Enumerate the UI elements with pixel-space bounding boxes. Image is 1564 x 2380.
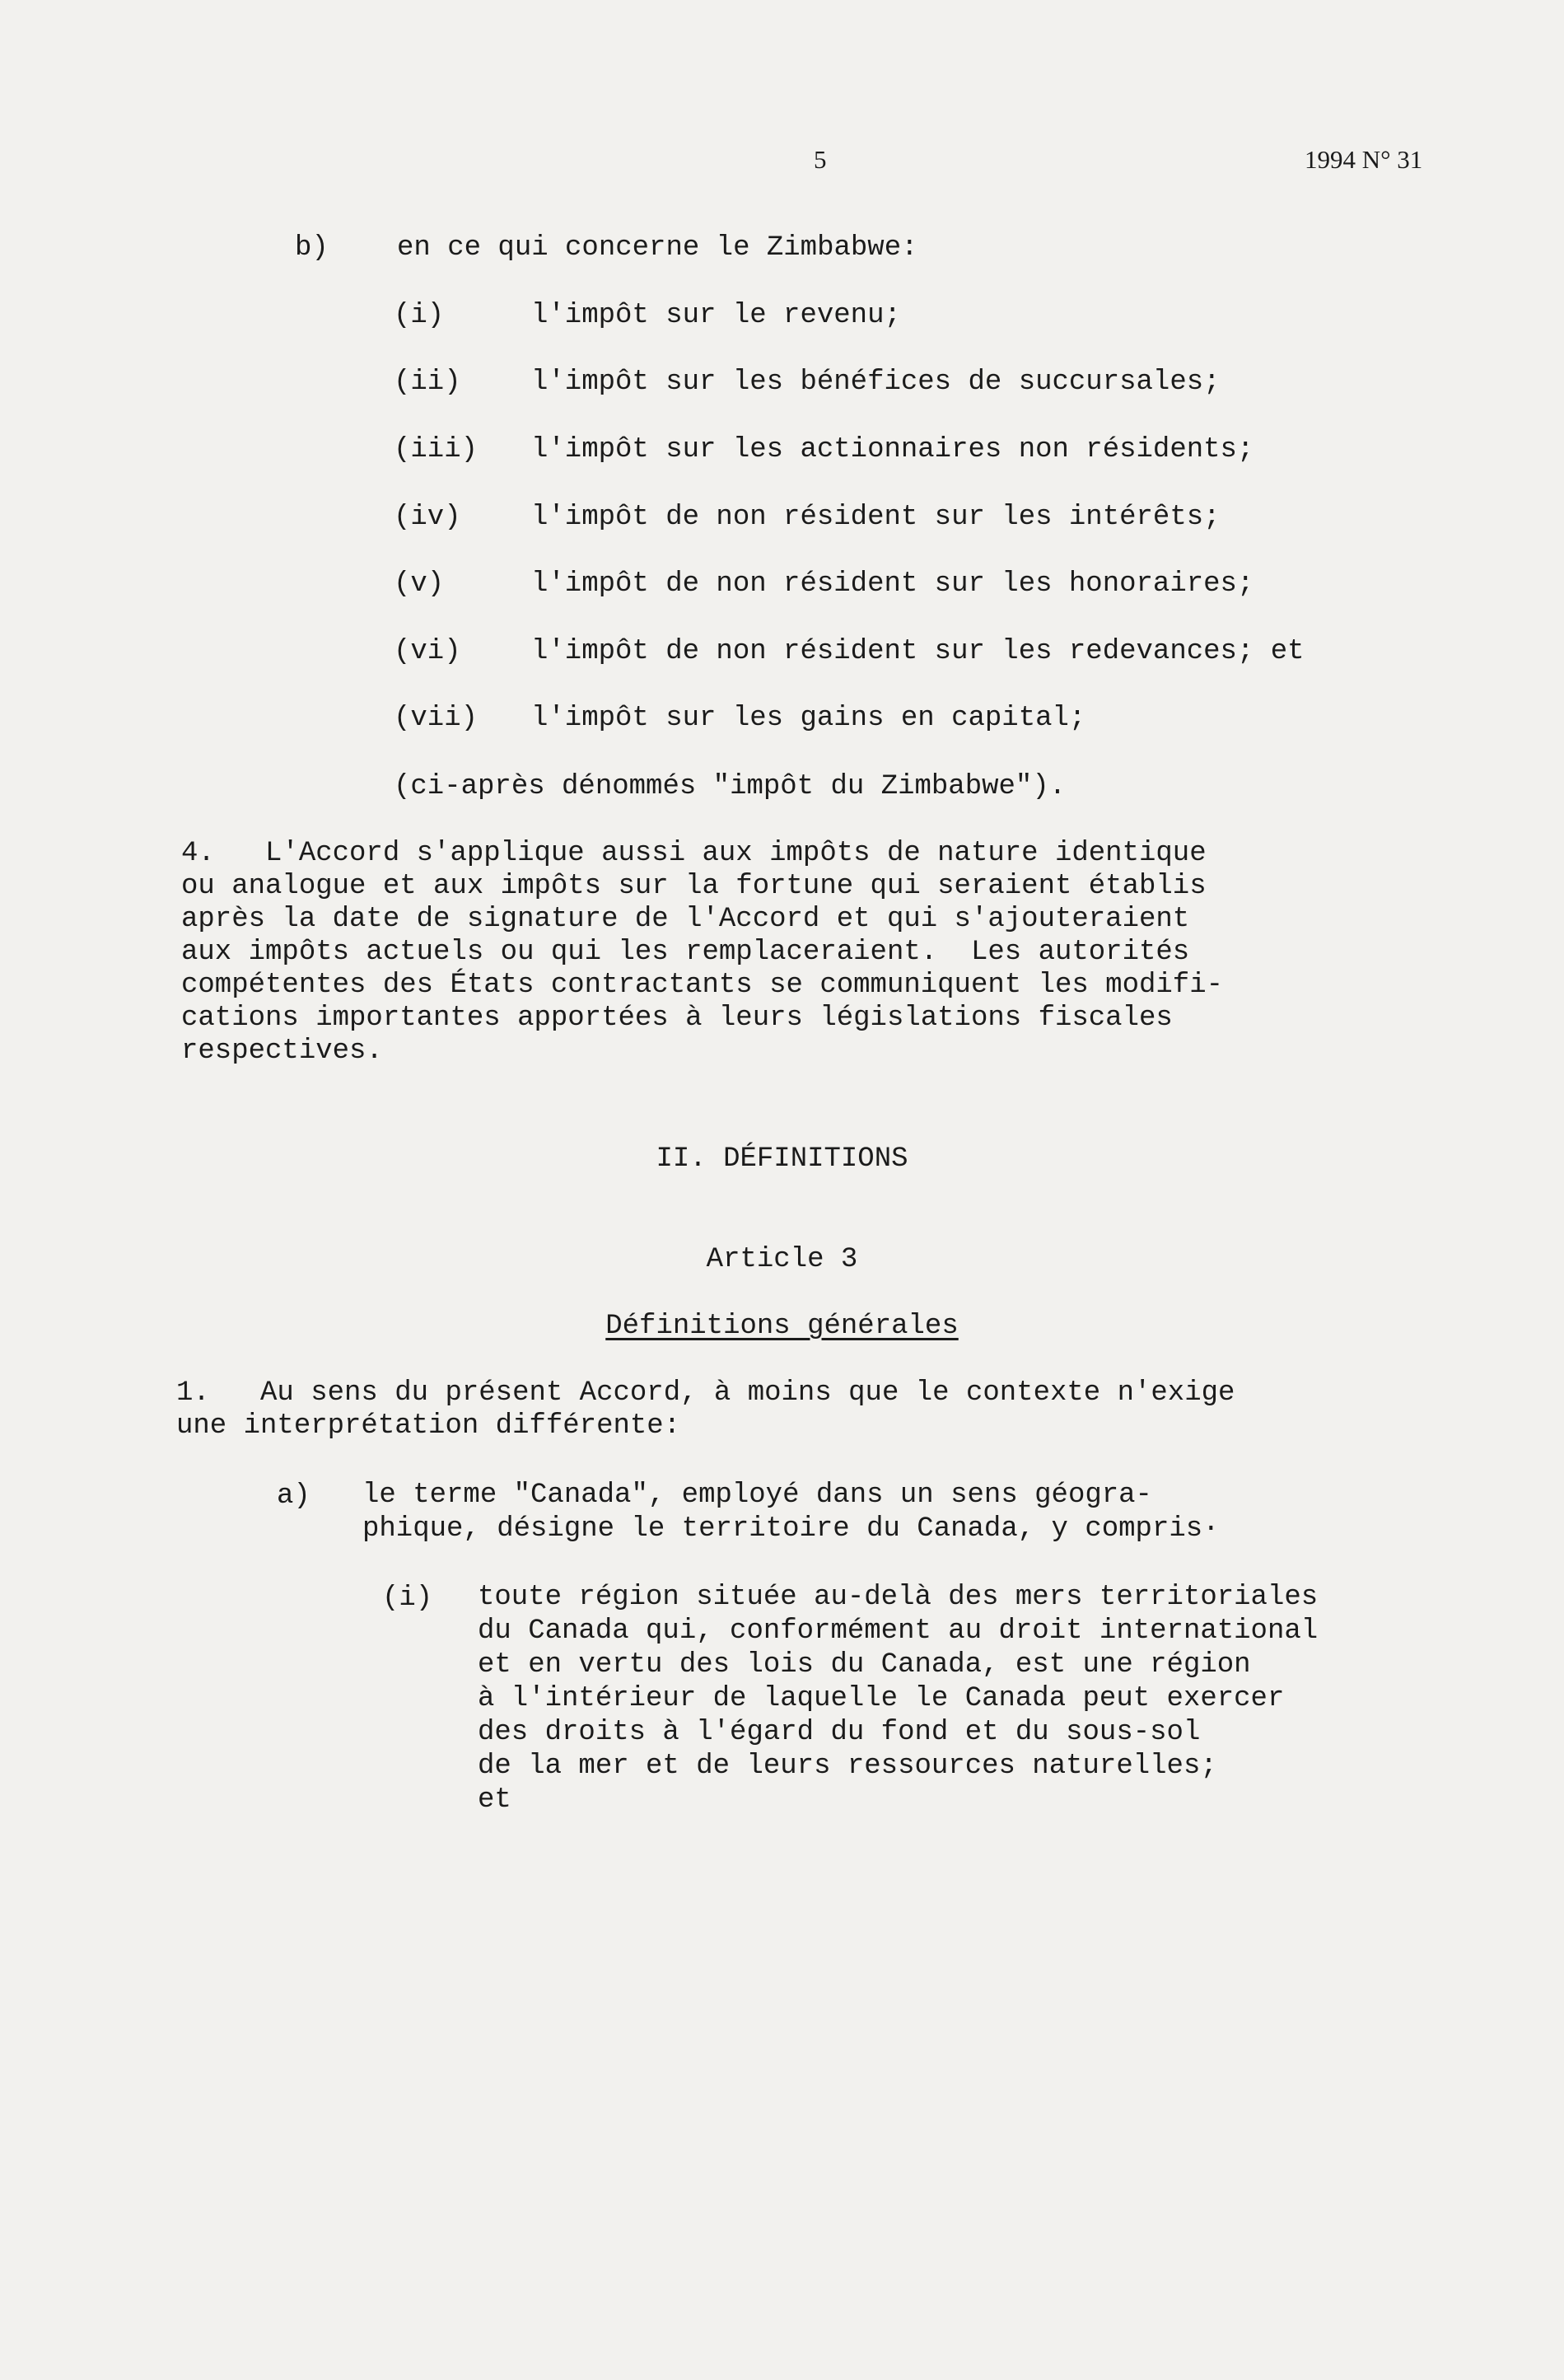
item-line: des droits à l'égard du fond et du sous-sol bbox=[478, 1717, 1201, 1748]
paragraph-line: 4. L'Accord s'applique aussi aux impôts de nature identique bbox=[181, 838, 1207, 869]
subitem-text: l'impôt sur le revenu; bbox=[531, 300, 901, 331]
paragraph-line: 1. Au sens du présent Accord, à moins que le contexte n'exige bbox=[176, 1377, 1235, 1409]
article-subtitle bbox=[0, 1309, 1564, 1344]
article-heading: Article 3 bbox=[706, 1244, 858, 1275]
paragraph-line: une interprétation différente: bbox=[176, 1410, 681, 1442]
item-line: le terme "Canada", employé dans un sens géogra- bbox=[362, 1480, 1152, 1511]
subitem-number: (iv) bbox=[394, 502, 461, 533]
item-a-i-number: (i) bbox=[382, 1583, 433, 1614]
subitem-number: (vii) bbox=[394, 703, 479, 734]
paragraph-line: après la date de signature de l'Accord et qui s'ajouteraient bbox=[181, 904, 1190, 935]
document-reference: 1994 N° 31 bbox=[1305, 145, 1423, 174]
item-b-closing: (ci-après dénommés "impôt du Zimbabwe"). bbox=[394, 771, 1067, 802]
item-line: toute région située au-delà des mers territoriales bbox=[478, 1582, 1319, 1613]
item-a-label: a) bbox=[277, 1480, 310, 1512]
item-b-text: en ce qui concerne le Zimbabwe: bbox=[397, 232, 918, 264]
item-line: et en vertu des lois du Canada, est une région bbox=[478, 1649, 1251, 1681]
subitem-text: l'impôt sur les actionnaires non résidents; bbox=[531, 434, 1254, 465]
subitem-text: l'impôt de non résident sur les intérêts; bbox=[531, 502, 1221, 533]
paragraph-line: ou analogue et aux impôts sur la fortune qui seraient établis bbox=[181, 871, 1207, 902]
subitem-number: (vi) bbox=[394, 636, 461, 667]
subitem-text: l'impôt de non résident sur les honoraires; bbox=[531, 568, 1254, 600]
item-b-label: b) bbox=[295, 232, 329, 264]
subitem-number: (iii) bbox=[394, 434, 479, 465]
subitem-text: l'impôt sur les bénéfices de succursales; bbox=[531, 367, 1221, 398]
article-subtitle-text: Définitions générales bbox=[605, 1311, 959, 1342]
paragraph-line: cations importantes apportées à leurs législations fiscales bbox=[181, 1003, 1173, 1034]
item-line: à l'intérieur de laquelle le Canada peut exercer bbox=[478, 1683, 1285, 1714]
subitem-text: l'impôt sur les gains en capital; bbox=[531, 703, 1086, 734]
item-a-text bbox=[362, 1479, 1220, 1546]
paragraph-line: respectives. bbox=[181, 1036, 383, 1067]
item-line: du Canada qui, conformément au droit international bbox=[478, 1616, 1319, 1647]
paragraph-line: aux impôts actuels ou qui les remplaceraient. Les autorités bbox=[181, 937, 1190, 968]
item-line: phique, désigne le territoire du Canada, y compris· bbox=[362, 1513, 1220, 1545]
subitem-text: l'impôt de non résident sur les redevances; et bbox=[531, 636, 1305, 667]
item-line: et bbox=[478, 1784, 511, 1816]
paragraph-4 bbox=[181, 837, 1450, 1068]
paragraph-1 bbox=[176, 1377, 1445, 1442]
paragraph-line: compétentes des États contractants se communiquent les modifi- bbox=[181, 970, 1224, 1001]
subitem-number: (ii) bbox=[394, 367, 461, 398]
item-a-i-text bbox=[478, 1581, 1318, 1817]
subitem-number: (v) bbox=[394, 568, 445, 600]
page-number: 5 bbox=[814, 145, 827, 174]
item-line: de la mer et de leurs ressources naturelles; bbox=[478, 1751, 1217, 1782]
section-heading: II. DÉFINITIONS bbox=[656, 1143, 908, 1175]
subitem-number: (i) bbox=[394, 300, 445, 331]
